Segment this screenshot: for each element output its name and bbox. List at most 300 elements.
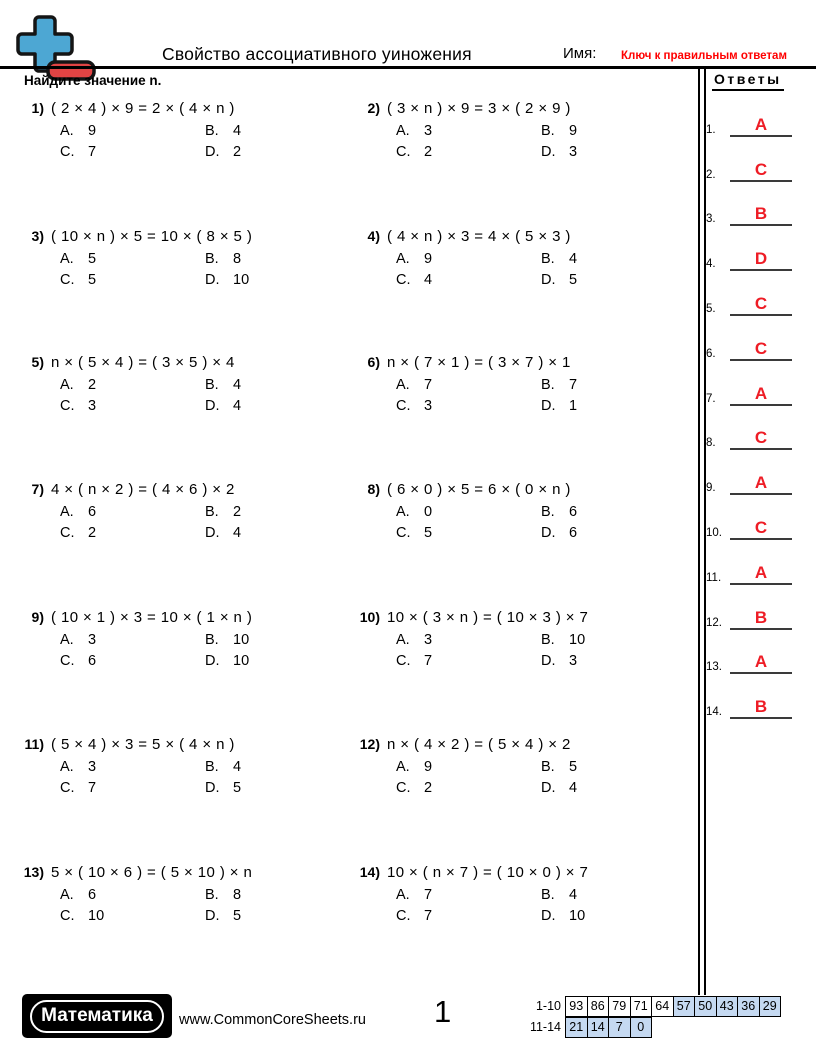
answer-blank-line bbox=[730, 294, 792, 316]
choices bbox=[60, 887, 342, 924]
score-row-2 bbox=[520, 1017, 781, 1038]
choice-a bbox=[60, 759, 205, 775]
score-cell: 36 bbox=[737, 996, 760, 1017]
answer-letter: C bbox=[754, 338, 768, 358]
choice-a bbox=[396, 504, 541, 520]
choice-c bbox=[396, 398, 541, 414]
answer-number: 6. bbox=[706, 347, 716, 360]
answer-letter: C bbox=[754, 428, 768, 448]
choice-letter: D. bbox=[205, 398, 220, 414]
choice-letter: C. bbox=[60, 144, 75, 160]
choice-value: 5 bbox=[569, 272, 578, 288]
choices bbox=[396, 377, 678, 414]
score-row-label: 1-10 bbox=[535, 999, 561, 1013]
choice-b bbox=[205, 632, 342, 648]
choices bbox=[396, 251, 678, 288]
problem-equation: 10 × ( n × 7 ) = ( 10 × 0 ) × 7 bbox=[387, 864, 589, 881]
name-label: Имя: bbox=[563, 45, 597, 62]
choice-letter: A. bbox=[396, 887, 410, 903]
answer-item-7 bbox=[706, 361, 792, 406]
answer-item-2 bbox=[706, 137, 792, 182]
answer-number: 9. bbox=[706, 482, 716, 495]
problem-equation: ( 10 × 1 ) × 3 = 10 × ( 1 × n ) bbox=[51, 609, 253, 626]
problem-8 bbox=[346, 481, 678, 541]
problem-number: 5) bbox=[31, 354, 44, 370]
choice-letter: D. bbox=[205, 272, 220, 288]
choice-letter: A. bbox=[396, 632, 410, 648]
choice-c bbox=[60, 525, 205, 541]
choice-letter: D. bbox=[541, 272, 556, 288]
choice-letter: D. bbox=[205, 908, 220, 924]
choice-letter: B. bbox=[541, 632, 555, 648]
choice-letter: B. bbox=[205, 632, 219, 648]
choice-value: 2 bbox=[424, 780, 433, 796]
choice-a bbox=[60, 123, 205, 139]
answer-blank-line bbox=[730, 249, 792, 271]
choice-value: 10 bbox=[233, 632, 250, 648]
choice-value: 4 bbox=[569, 780, 578, 796]
answer-number: 7. bbox=[706, 392, 716, 405]
choice-letter: A. bbox=[396, 251, 410, 267]
answer-letter: C bbox=[754, 293, 768, 313]
choices bbox=[60, 377, 342, 414]
choice-d bbox=[541, 653, 678, 669]
answer-blank-line bbox=[730, 518, 792, 540]
choice-letter: B. bbox=[541, 377, 555, 393]
choice-d bbox=[541, 144, 678, 160]
problem-equation: n × ( 7 × 1 ) = ( 3 × 7 ) × 1 bbox=[387, 354, 571, 371]
choice-a bbox=[396, 632, 541, 648]
choice-c bbox=[396, 780, 541, 796]
choice-letter: A. bbox=[60, 504, 74, 520]
choice-value: 3 bbox=[88, 632, 97, 648]
answer-item-9 bbox=[706, 450, 792, 495]
choice-c bbox=[396, 908, 541, 924]
choice-b bbox=[541, 504, 678, 520]
choice-value: 2 bbox=[424, 144, 433, 160]
choice-d bbox=[205, 144, 342, 160]
choice-letter: A. bbox=[60, 377, 74, 393]
choice-value: 7 bbox=[424, 887, 433, 903]
problem-4 bbox=[346, 228, 678, 288]
problem-number: 9) bbox=[31, 609, 44, 625]
problem-number: 10) bbox=[359, 609, 380, 625]
choice-letter: C. bbox=[60, 398, 75, 414]
choice-letter: B. bbox=[541, 887, 555, 903]
choice-c bbox=[60, 272, 205, 288]
problem-number: 12) bbox=[359, 736, 380, 752]
answer-item-1 bbox=[706, 92, 792, 137]
choice-value: 6 bbox=[569, 504, 578, 520]
choice-value: 10 bbox=[233, 272, 250, 288]
answer-letter: B bbox=[754, 204, 768, 224]
score-cell: 21 bbox=[565, 1017, 588, 1038]
problem-2 bbox=[346, 100, 678, 160]
choice-letter: C. bbox=[396, 144, 411, 160]
answer-letter: B bbox=[754, 697, 768, 717]
choice-b bbox=[541, 123, 678, 139]
answer-item-10 bbox=[706, 495, 792, 540]
choice-value: 9 bbox=[88, 123, 97, 139]
choice-c bbox=[60, 144, 205, 160]
choice-letter: B. bbox=[541, 759, 555, 775]
choice-d bbox=[541, 272, 678, 288]
choice-value: 3 bbox=[569, 653, 578, 669]
choice-a bbox=[60, 632, 205, 648]
choice-letter: D. bbox=[541, 780, 556, 796]
choice-value: 2 bbox=[233, 504, 242, 520]
choice-value: 6 bbox=[88, 504, 97, 520]
answer-letter: B bbox=[754, 607, 768, 627]
problem-equation: n × ( 5 × 4 ) = ( 3 × 5 ) × 4 bbox=[51, 354, 235, 371]
choice-letter: A. bbox=[396, 377, 410, 393]
problem-13 bbox=[10, 864, 342, 924]
choice-letter: C. bbox=[396, 525, 411, 541]
choice-letter: C. bbox=[60, 272, 75, 288]
problem-number: 4) bbox=[367, 228, 380, 244]
choice-a bbox=[396, 887, 541, 903]
answer-item-4 bbox=[706, 226, 792, 271]
choice-letter: D. bbox=[541, 525, 556, 541]
problem-equation: ( 3 × n ) × 9 = 3 × ( 2 × 9 ) bbox=[387, 100, 571, 117]
choice-value: 10 bbox=[88, 908, 105, 924]
choice-letter: A. bbox=[60, 887, 74, 903]
problem-number: 2) bbox=[367, 100, 380, 116]
answer-blank-line bbox=[730, 339, 792, 361]
choices bbox=[60, 759, 342, 796]
problem-11 bbox=[10, 736, 342, 796]
choice-value: 5 bbox=[88, 251, 97, 267]
choice-d bbox=[205, 398, 342, 414]
choice-a bbox=[396, 377, 541, 393]
problem-number: 8) bbox=[367, 481, 380, 497]
choice-a bbox=[60, 251, 205, 267]
problem-9 bbox=[10, 609, 342, 669]
choice-value: 2 bbox=[88, 525, 97, 541]
choice-c bbox=[60, 780, 205, 796]
brand-label: Математика bbox=[30, 1000, 164, 1033]
choice-c bbox=[60, 908, 205, 924]
answer-letter: A bbox=[754, 114, 768, 134]
choice-letter: C. bbox=[60, 525, 75, 541]
choice-b bbox=[541, 759, 678, 775]
score-cell: 29 bbox=[759, 996, 782, 1017]
choice-letter: D. bbox=[541, 398, 556, 414]
choice-letter: A. bbox=[396, 759, 410, 775]
choice-value: 8 bbox=[233, 887, 242, 903]
choice-letter: D. bbox=[541, 653, 556, 669]
choice-b bbox=[541, 251, 678, 267]
choice-letter: B. bbox=[205, 251, 219, 267]
choice-letter: D. bbox=[205, 653, 220, 669]
answer-number: 14. bbox=[706, 706, 722, 719]
choice-letter: C. bbox=[60, 780, 75, 796]
problem-equation: ( 10 × n ) × 5 = 10 × ( 8 × 5 ) bbox=[51, 228, 253, 245]
problem-equation: 5 × ( 10 × 6 ) = ( 5 × 10 ) × n bbox=[51, 864, 253, 881]
choice-value: 2 bbox=[233, 144, 242, 160]
answer-item-5 bbox=[706, 271, 792, 316]
choice-letter: A. bbox=[60, 632, 74, 648]
choice-value: 4 bbox=[569, 887, 578, 903]
worksheet-title: Свойство ассоциативного уиножения bbox=[162, 44, 472, 64]
choice-letter: B. bbox=[205, 123, 219, 139]
choice-d bbox=[541, 398, 678, 414]
answer-blank-line bbox=[730, 204, 792, 226]
choice-value: 4 bbox=[233, 123, 242, 139]
score-cell: 71 bbox=[630, 996, 653, 1017]
answer-letter: A bbox=[754, 473, 768, 493]
choice-letter: D. bbox=[541, 908, 556, 924]
answer-letter: A bbox=[754, 562, 768, 582]
score-cell: 86 bbox=[587, 996, 610, 1017]
choice-letter: C. bbox=[396, 780, 411, 796]
problem-equation: ( 4 × n ) × 3 = 4 × ( 5 × 3 ) bbox=[387, 228, 571, 245]
choice-letter: C. bbox=[396, 272, 411, 288]
answer-number: 11. bbox=[706, 571, 722, 584]
choice-value: 7 bbox=[569, 377, 578, 393]
answer-number: 13. bbox=[706, 661, 722, 674]
choice-letter: A. bbox=[60, 759, 74, 775]
choice-value: 4 bbox=[233, 377, 242, 393]
page-number: 1 bbox=[434, 994, 452, 1029]
answer-blank-line bbox=[730, 697, 792, 719]
choice-value: 6 bbox=[88, 653, 97, 669]
score-cell: 57 bbox=[673, 996, 696, 1017]
choice-a bbox=[60, 377, 205, 393]
choice-value: 4 bbox=[233, 759, 242, 775]
choice-b bbox=[205, 759, 342, 775]
choice-b bbox=[541, 377, 678, 393]
answer-item-12 bbox=[706, 585, 792, 630]
answers-list bbox=[706, 92, 792, 719]
choice-value: 7 bbox=[424, 908, 433, 924]
problem-number: 11) bbox=[24, 736, 44, 752]
choice-letter: B. bbox=[205, 377, 219, 393]
choice-value: 4 bbox=[569, 251, 578, 267]
choice-c bbox=[396, 144, 541, 160]
choice-letter: B. bbox=[205, 887, 219, 903]
choice-value: 7 bbox=[88, 144, 97, 160]
problem-7 bbox=[10, 481, 342, 541]
answer-letter: A bbox=[754, 383, 768, 403]
problem-number: 3) bbox=[31, 228, 44, 244]
problem-number: 7) bbox=[31, 481, 44, 497]
choice-value: 1 bbox=[569, 398, 578, 414]
problem-equation: 4 × ( n × 2 ) = ( 4 × 6 ) × 2 bbox=[51, 481, 235, 498]
answer-blank-line bbox=[730, 428, 792, 450]
answer-blank-line bbox=[730, 608, 792, 630]
answers-panel-title: Ответы bbox=[712, 71, 784, 91]
answer-number: 4. bbox=[706, 258, 716, 271]
answer-item-3 bbox=[706, 182, 792, 227]
answer-number: 1. bbox=[706, 123, 716, 136]
answer-item-14 bbox=[706, 674, 792, 719]
problem-equation: 10 × ( 3 × n ) = ( 10 × 3 ) × 7 bbox=[387, 609, 589, 626]
choice-letter: C. bbox=[396, 653, 411, 669]
choice-letter: C. bbox=[60, 653, 75, 669]
choice-letter: B. bbox=[541, 504, 555, 520]
choice-letter: B. bbox=[205, 759, 219, 775]
score-cell: 64 bbox=[651, 996, 674, 1017]
choice-value: 4 bbox=[233, 525, 242, 541]
brand-badge bbox=[22, 994, 172, 1038]
answer-number: 3. bbox=[706, 213, 716, 226]
choice-value: 3 bbox=[424, 632, 433, 648]
choice-letter: D. bbox=[205, 780, 220, 796]
choice-value: 5 bbox=[569, 759, 578, 775]
problem-10 bbox=[346, 609, 678, 669]
choice-c bbox=[396, 525, 541, 541]
choice-letter: A. bbox=[60, 251, 74, 267]
score-table bbox=[520, 996, 781, 1038]
choice-c bbox=[60, 398, 205, 414]
choice-value: 6 bbox=[569, 525, 578, 541]
answer-blank-line bbox=[730, 160, 792, 182]
score-cell: 50 bbox=[694, 996, 717, 1017]
choice-letter: D. bbox=[205, 144, 220, 160]
problem-6 bbox=[346, 354, 678, 414]
website-url: www.CommonCoreSheets.ru bbox=[179, 1012, 366, 1028]
choice-value: 7 bbox=[88, 780, 97, 796]
choice-letter: C. bbox=[396, 398, 411, 414]
choice-value: 3 bbox=[569, 144, 578, 160]
choice-b bbox=[205, 251, 342, 267]
header-rule bbox=[0, 66, 816, 69]
choice-a bbox=[396, 123, 541, 139]
choice-letter: A. bbox=[60, 123, 74, 139]
problem-equation: ( 6 × 0 ) × 5 = 6 × ( 0 × n ) bbox=[387, 481, 571, 498]
problem-equation: n × ( 4 × 2 ) = ( 5 × 4 ) × 2 bbox=[387, 736, 571, 753]
problem-number: 6) bbox=[367, 354, 380, 370]
choice-letter: D. bbox=[541, 144, 556, 160]
answer-blank-line bbox=[730, 473, 792, 495]
choice-value: 10 bbox=[569, 908, 586, 924]
choice-value: 3 bbox=[88, 398, 97, 414]
choice-b bbox=[205, 123, 342, 139]
answer-key-label: Ключ к правильным ответам bbox=[621, 50, 787, 62]
choice-value: 10 bbox=[233, 653, 250, 669]
choice-c bbox=[396, 653, 541, 669]
choice-d bbox=[541, 525, 678, 541]
problem-12 bbox=[346, 736, 678, 796]
choice-a bbox=[60, 504, 205, 520]
choice-c bbox=[60, 653, 205, 669]
choice-value: 10 bbox=[569, 632, 586, 648]
answer-number: 2. bbox=[706, 168, 716, 181]
choice-value: 0 bbox=[424, 504, 433, 520]
choices bbox=[396, 504, 678, 541]
choice-value: 8 bbox=[233, 251, 242, 267]
choice-value: 7 bbox=[424, 653, 433, 669]
score-cell: 0 bbox=[630, 1017, 653, 1038]
directions-text: Найдите значение n. bbox=[24, 73, 162, 88]
choice-value: 3 bbox=[424, 398, 433, 414]
choices bbox=[396, 123, 678, 160]
answer-blank-line bbox=[730, 652, 792, 674]
score-cell: 93 bbox=[565, 996, 588, 1017]
choices bbox=[396, 759, 678, 796]
answer-blank-line bbox=[730, 384, 792, 406]
choice-value: 4 bbox=[424, 272, 433, 288]
choice-letter: B. bbox=[541, 123, 555, 139]
choices bbox=[60, 504, 342, 541]
choice-d bbox=[541, 780, 678, 796]
choice-letter: A. bbox=[396, 123, 410, 139]
choice-letter: C. bbox=[60, 908, 75, 924]
score-row-label: 11-14 bbox=[529, 1020, 561, 1034]
sidebar-divider-line bbox=[698, 66, 700, 995]
answer-letter: A bbox=[754, 652, 768, 672]
choice-letter: C. bbox=[396, 908, 411, 924]
problem-equation: ( 5 × 4 ) × 3 = 5 × ( 4 × n ) bbox=[51, 736, 235, 753]
choice-letter: B. bbox=[541, 251, 555, 267]
problem-number: 13) bbox=[23, 864, 44, 880]
choice-a bbox=[60, 887, 205, 903]
choice-value: 5 bbox=[233, 908, 242, 924]
problem-14 bbox=[346, 864, 678, 924]
choice-b bbox=[205, 377, 342, 393]
choice-d bbox=[205, 525, 342, 541]
answer-blank-line bbox=[730, 563, 792, 585]
choice-value: 7 bbox=[424, 377, 433, 393]
score-cell: 79 bbox=[608, 996, 631, 1017]
choice-a bbox=[396, 759, 541, 775]
answer-item-13 bbox=[706, 630, 792, 675]
choice-value: 5 bbox=[424, 525, 433, 541]
answer-number: 10. bbox=[706, 526, 722, 539]
problem-number: 1) bbox=[31, 100, 44, 116]
score-cell: 43 bbox=[716, 996, 739, 1017]
problem-1 bbox=[10, 100, 342, 160]
choice-d bbox=[205, 908, 342, 924]
choice-value: 9 bbox=[424, 251, 433, 267]
answer-item-6 bbox=[706, 316, 792, 361]
choice-b bbox=[541, 632, 678, 648]
choices bbox=[396, 632, 678, 669]
choice-value: 6 bbox=[88, 887, 97, 903]
choice-a bbox=[396, 251, 541, 267]
choice-value: 5 bbox=[88, 272, 97, 288]
choice-value: 4 bbox=[233, 398, 242, 414]
problem-equation: ( 2 × 4 ) × 9 = 2 × ( 4 × n ) bbox=[51, 100, 235, 117]
choice-d bbox=[205, 653, 342, 669]
answer-letter: C bbox=[754, 517, 768, 537]
answer-item-8 bbox=[706, 406, 792, 451]
score-cell: 14 bbox=[587, 1017, 610, 1038]
choice-b bbox=[205, 504, 342, 520]
choice-value: 2 bbox=[88, 377, 97, 393]
answer-item-11 bbox=[706, 540, 792, 585]
problem-5 bbox=[10, 354, 342, 414]
answer-letter: C bbox=[754, 159, 768, 179]
problem-number: 14) bbox=[359, 864, 380, 880]
choice-letter: B. bbox=[205, 504, 219, 520]
answer-number: 5. bbox=[706, 302, 716, 315]
choices bbox=[60, 632, 342, 669]
choice-value: 9 bbox=[569, 123, 578, 139]
choice-value: 3 bbox=[88, 759, 97, 775]
choices bbox=[396, 887, 678, 924]
choices bbox=[60, 123, 342, 160]
answer-number: 8. bbox=[706, 437, 716, 450]
answer-blank-line bbox=[730, 115, 792, 137]
choice-b bbox=[541, 887, 678, 903]
choice-d bbox=[205, 780, 342, 796]
answer-letter: D bbox=[754, 249, 768, 269]
choice-value: 3 bbox=[424, 123, 433, 139]
choice-letter: A. bbox=[396, 504, 410, 520]
choice-c bbox=[396, 272, 541, 288]
